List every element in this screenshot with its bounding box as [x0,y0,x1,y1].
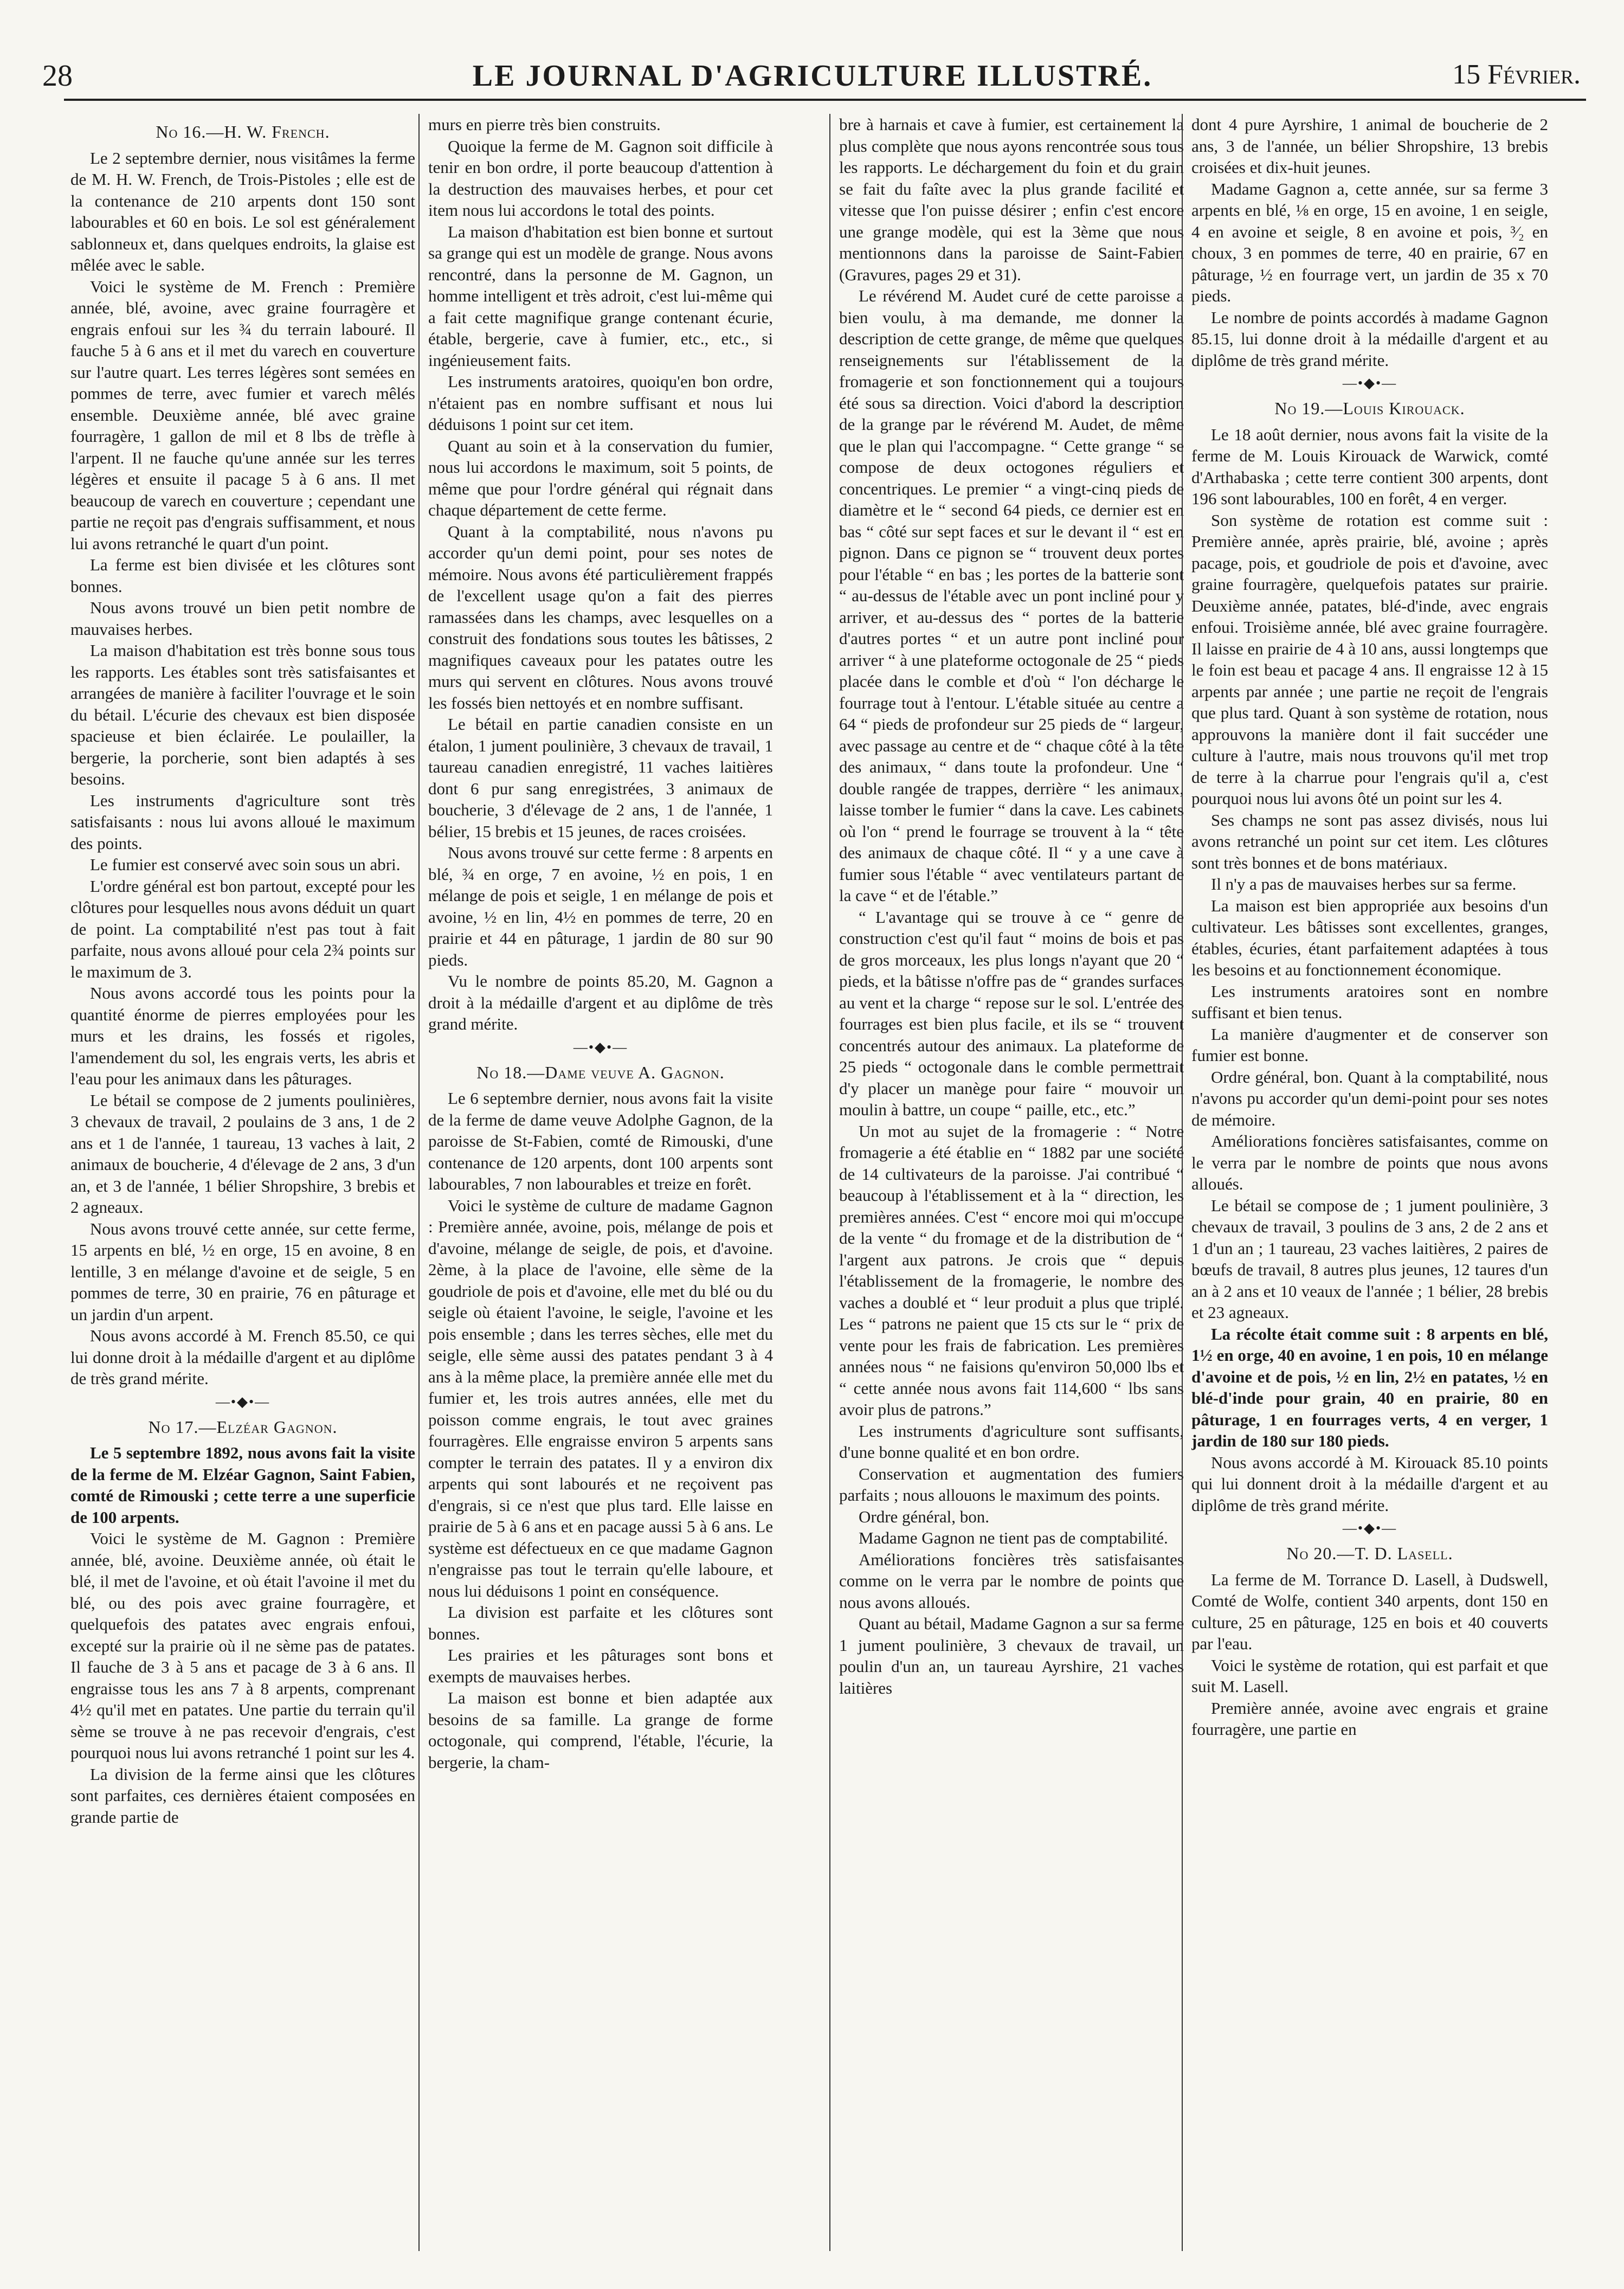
article-paragraph: Nous avons trouvé sur cette ferme : 8 arpents en blé, ¾ en orge, 7 en avoine, ½ en pois, 1 en mélange de pois et seigle, 1 en mélange de pois et avoine, ½ en lin, 4½ en pommes de terre, 20 en prairie et 44 en pâturage, 1 jardin de 80 sur 90 pieds. [428,843,773,969]
farm-entry-heading: No 19.—Louis Kirouack. [1274,398,1465,418]
farm-entry-heading: No 17.—Elzéar Gagnon. [148,1417,338,1437]
column-3 [839,114,1184,2246]
article-paragraph: Les prairies et les pâturages sont bons et exempts de mauvaises herbes. [428,1645,773,1686]
article-paragraph: Le nombre de points accordés à madame Gagnon 85.15, lui donne droit à la médaille d'argent et au diplôme de très grand mérite. [1191,307,1548,370]
article-paragraph: Nous avons trouvé cette année, sur cette ferme, 15 arpents en blé, ½ en orge, 15 en avoine, 8 en lentille, 3 en mélange d'avoine et de seigle, 5 en pommes de terre, 30 en prairie, 76 en pâturage et un jardin d'un arpent. [70,1219,415,1324]
article-paragraph: La ferme de M. Torrance D. Lasell, à Dudswell, Comté de Wolfe, contient 340 arpents, dont 150 en culture, 25 en pâturage, 125 en bois et 40 couverts par l'eau. [1191,1570,1548,1653]
article-paragraph: Les instruments d'agriculture sont suffisants, d'une bonne qualité et en bon ordre. [839,1421,1184,1462]
article-paragraph: Le 5 septembre 1892, nous avons fait la visite de la ferme de M. Elzéar Gagnon, Saint Fabien, comté de Rimouski ; cette terre a une superficie de 100 arpents. [70,1443,415,1527]
article-paragraph: “ L'avantage qui se trouve à ce “ genre de construction c'est qu'il faut “ moins de bois et pas de gros morceaux, les plus longs n'ayant que 20 “ pieds, et la bâtisse n'offre pas de “ grandes surfaces au vent et la charge “ repose sur le sol. L'entrée des fourrages est bien plus facile, et ils se “ trouvent concentrés autour des animaux. La plateforme de 25 pieds “ octogonale dans le comble permettrait d'y placer un manège pour faire “ mouvoir un moulin à battre, un coupe “ paille, etc., etc.” [839,907,1184,1119]
article-paragraph: Nous avons accordé tous les points pour la quantité énorme de pierres employées pour les murs et les drains, les fossés et rigoles, l'amendement du sol, les engrais verts, les abris et l'eau pour les animaux dans les pâturages. [70,983,415,1088]
article-paragraph: La maison est bien appropriée aux besoins d'un cultivateur. Les bâtisses sont excellentes, granges, étables, écuries, étant parfaitement adaptées à tous les besoins et au fonctionnement économique. [1191,896,1548,979]
article-paragraph: Le 6 septembre dernier, nous avons fait la visite de la ferme de dame veuve Adolphe Gagnon, de la paroisse de St-Fabien, comté de Rimouski, d'une contenance de 120 arpents, dont 100 arpents sont labourables, 7 non labourables et treize en forêt. [428,1089,773,1193]
article-paragraph: La division de la ferme ainsi que les clôtures sont parfaites, ces dernières étaient composées en grande partie de [70,1764,415,1827]
column-4 [1191,114,1548,2246]
header-rule [64,99,1586,101]
journal-title: LE JOURNAL D'AGRICULTURE ILLUSTRÉ. [472,59,1153,93]
article-paragraph: Le bétail se compose de 2 juments poulinières, 3 chevaux de travail, 2 poulains de 3 ans, 1 de 2 ans et 1 de l'année, 1 taureau, 13 vaches à lait, 2 animaux de boucherie, 4 d'élevage de 2 ans, 3 d'un an, et 3 de l'année, 1 bélier Shropshire, 3 brebis et 2 agneaux. [70,1090,415,1217]
page-header [39,59,1586,97]
article-paragraph: Nous avons accordé à M. French 85.50, ce qui lui donne droit à la médaille d'argent et au diplôme de très grand mérite. [70,1326,415,1388]
article-paragraph: Le 18 août dernier, nous avons fait la visite de la ferme de M. Louis Kirouack de Warwick, comté d'Arthabaska ; cette terre contient 300 arpents, dont 196 sont labourables, 100 en forêt, 4 en verger. [1191,425,1548,508]
section-separator: —•◆•— [1342,375,1397,391]
article-paragraph: Ordre général, bon. Quant à la comptabilité, nous n'avons pu accorder qu'un demi-point pour ses notes de mémoire. [1191,1067,1548,1129]
article-paragraph: Son système de rotation est comme suit : Première année, après prairie, blé, avoine ; après pacage, pois, et goudriole de pois et d'avoine, avec graine fourragère, quelquefois patates sur prairie. Deuxième année, patates, blé-d'inde, avec engrais enfoui. Troisième année, blé avec graine fourragère. Il laisse en prairie de 4 à 10 ans, aussi longtemps que le foin est beau et pacage 4 ans. Il engraisse 12 à 15 arpents par année ; une partie ne reçoit de l'engrais que plus tard. Quant à son système de rotation, nous approuvons la manière dont il fait succéder une culture à l'autre, mais nous trouvons qu'il met trop de terre à la charrue pour l'engrais qu'il a, c'est pourquoi nous lui avons ôté un point sur les 4. [1191,510,1548,808]
article-paragraph: L'ordre général est bon partout, excepté pour les clôtures pour lesquelles nous avons déduit un quart de point. La comptabilité n'est pas tout à fait parfaite, nous avons alloué pour cela 2¾ points sur le maximum de 3. [70,876,415,981]
column-divider [829,114,830,2251]
article-paragraph: murs en pierre très bien construits. [428,115,661,134]
article-paragraph: Voici le système de rotation, qui est parfait et que suit M. Lasell. [1191,1655,1548,1696]
issue-date: 15 Février. [1452,59,1581,90]
farm-entry-heading: No 18.—Dame veuve A. Gagnon. [476,1062,725,1082]
article-paragraph: Madame Gagnon ne tient pas de comptabilité. [859,1528,1168,1547]
article-paragraph: Le bétail se compose de ; 1 jument poulinière, 3 chevaux de travail, 3 poulins de 3 ans, 2 de 2 ans et 1 d'un an ; 1 taureau, 23 vaches laitières, 2 paires de bœufs de travail, 8 autres plus jeunes, 12 taures d'un an à 2 ans et 10 veaux de l'année ; 1 bélier, 28 brebis et 23 agneaux. [1191,1195,1548,1322]
section-separator: —•◆•— [1342,1520,1397,1536]
farm-entry-heading: No 16.—H. W. French. [156,122,330,142]
article-paragraph: Il n'y a pas de mauvaises herbes sur sa ferme. [1211,875,1517,893]
farm-entry-heading: No 20.—T. D. Lasell. [1286,1544,1453,1563]
article-paragraph: La maison d'habitation est bien bonne et surtout sa grange qui est un modèle de grange. Nous avons rencontré, dans la personne de M. Gagnon, un homme intelligent et très adroit, c'est lui-même qui a fait cette magnifique grange contenant écurie, étable, bergerie, cave à fumier, etc., etc., si ingénieusement faits. [428,222,773,370]
article-paragraph: La récolte était comme suit : 8 arpents en blé, 1½ en orge, 40 en avoine, 1 en pois, 10 en mélange d'avoine et de pois, ½ en lin, 2½ en patates, ½ en blé-d'inde pour grain, 40 en prairie, 80 en pâturage, 1 en fourrages verts, 4 en verger, 1 jardin de 180 sur 180 pieds. [1191,1324,1548,1450]
article-paragraph: Nous avons trouvé un bien petit nombre de mauvaises herbes. [70,598,415,639]
article-paragraph: Améliorations foncières satisfaisantes, comme on le verra par le nombre de points que nous avons alloués. [1191,1131,1548,1193]
article-paragraph: Les instruments aratoires, quoiqu'en bon ordre, n'étaient pas en nombre suffisant et nous lui déduisons 1 point sur cet item. [428,372,773,434]
article-paragraph: La maison d'habitation est très bonne sous tous les rapports. Les étables sont très satisfaisantes et arrangées de manière à faciliter l'ouvrage et le soin du bétail. L'écurie des chevaux est bien disposée spacieuse et bien éclairée. Le poulailler, la bergerie, la porcherie, sont bien adaptés à ses besoins. [70,641,415,788]
page-number: 28 [42,59,73,93]
article-paragraph: Ses champs ne sont pas assez divisés, nous lui avons retranché un point sur cet item. Les clôtures sont très bonnes et de bons matériaux. [1191,810,1548,872]
article-paragraph: La manière d'augmenter et de conserver son fumier est bonne. [1191,1024,1548,1065]
article-paragraph: La division est parfaite et les clôtures sont bonnes. [428,1603,773,1643]
article-paragraph: Nous avons accordé à M. Kirouack 85.10 points qui lui donnent droit à la médaille d'argent et au diplôme de très grand mérite. [1191,1452,1548,1515]
article-paragraph: Première année, avoine avec engrais et graine fourragère, une partie en [1191,1698,1548,1739]
column-divider [418,114,420,2251]
article-paragraph: Le bétail en partie canadien consiste en un étalon, 1 jument poulinière, 3 chevaux de travail, 1 taureau canadien enregistré, 11 vaches laitières dont 6 pur sang enregistrées, 3 animaux de boucherie, 3 d'élevage de 2 ans, 1 de l'année, 1 bélier, 15 brebis et 15 jeunes, de races croisées. [428,715,773,841]
article-paragraph: Voici le système de M. French : Première année, blé, avoine, avec graine fourragère et engrais enfoui sur les ¾ du terrain labouré. Il fauche 5 à 6 ans et il met du varech en couverture sur l'autre quart. Les terres légères sont semées en pommes de terre, avec fumier et varech mêlés ensemble. Deuxième année, blé avec graine fourragère, 1 gallon de mil et 8 lbs de trèfle à l'arpent. Il ne fauche qu'une année sur les terres légères et ensuite il pacage 5 à 6 ans. Il met beaucoup de varech en couverture ; cependant une partie ne reçoit pas d'engrais suffisamment, et nous lui avons retranché le quart d'un point. [70,277,415,553]
article-paragraph: Vu le nombre de points 85.20, M. Gagnon a droit à la médaille d'argent et au diplôme de très grand mérite. [428,972,773,1033]
article-paragraph: Le fumier est conservé avec soin sous un abri. [90,855,401,874]
article-paragraph: Ordre général, bon. [859,1507,990,1526]
article-paragraph: dont 4 pure Ayrshire, 1 animal de boucherie de 2 ans, 3 de l'année, un bélier Shropshire, 13 brebis croisées et dix-huit jeunes. [1191,115,1548,177]
article-paragraph: Voici le système de M. Gagnon : Première année, blé, avoine. Deuxième année, où était le blé, il met de l'avoine, et où était l'avoine il met du blé, ou des pois avec graine fourragère, et quelquefois des patates avec engrais enfoui, excepté sur la prairie où il ne sème pas de patates. Il fauche de 3 à 5 ans et pacage de 3 à 6 ans. Il engraisse tous les ans 7 à 8 arpents, comprenant 4½ qu'il met en patates. Une partie du terrain qu'il sème se trouve à ne pas recevoir d'engrais, c'est pourquoi nous lui avons retranché 1 point sur les 4. [70,1529,415,1762]
article-paragraph: La maison est bonne et bien adaptée aux besoins de sa famille. La grange de forme octogonale, qui comprend, l'étable, l'écurie, la bergerie, la cham- [428,1688,773,1772]
article-paragraph: Madame Gagnon a, cette année, sur sa ferme 3 arpents en blé, ⅛ en orge, 15 en avoine, 1 en seigle, 4 en avoine et seigle, 8 en avoine et pois, ³⁄₂ en choux, 3 en pommes de terre, 40 en prairie, 67 en pâturage, ½ en fourrage vert, un jardin de 35 x 70 pieds. [1191,179,1548,305]
column-2 [428,114,773,2246]
section-separator: —•◆•— [215,1393,270,1410]
article-paragraph: Conservation et augmentation des fumiers parfaits ; nous allouons le maximum des points. [839,1464,1184,1504]
section-separator: —•◆•— [573,1039,628,1055]
article-paragraph: Quant à la comptabilité, nous n'avons pu accorder qu'un demi point, pour ses notes de mémoire. Nous avons été particulièrement frappés de l'excellent usage qu'on a fait des pierres ramassées dans les champs, avec lesquelles on a construit des fondations sous toutes les bâtisses, 2 magnifiques caveaux pour les patates outre les murs qui servent en clôtures. Nous avons trouvé les fossés bien nettoyés et en nombre suffisant. [428,522,773,712]
article-paragraph: Le 2 septembre dernier, nous visitâmes la ferme de M. H. W. French, de Trois-Pistoles ; elle est de la contenance de 210 arpents dont 150 sont labourables et 60 en bois. Le sol est généralement sablonneux et, dans quelques endroits, la glaise est mêlée avec le sable. [70,148,415,274]
article-paragraph: Quoique la ferme de M. Gagnon soit difficile à tenir en bon ordre, il porte beaucoup d'attention à la destruction des mauvaises herbes, et pour cet item nous lui accordons le total des points. [428,136,773,220]
article-paragraph: Quant au soin et à la conservation du fumier, nous lui accordons le maximum, soit 5 points, de même que pour l'ordre général qui régnait dans chaque département de cette ferme. [428,436,773,519]
article-paragraph: bre à harnais et cave à fumier, est certainement la plus complète que nous ayons rencontrée sous tous les rapports. Le déchargement du foin et du grain se fait du faîte avec la plus grande facilité et vitesse que l'on puisse désirer ; enfin c'est encore une grange modèle, qui est la 3ème que nous mentionnons dans la paroisse de Saint-Fabien (Gravures, pages 29 et 31). [839,115,1184,284]
article-paragraph: Les instruments d'agriculture sont très satisfaisants : nous lui avons alloué le maximum des points. [70,790,415,853]
article-paragraph: Le révérend M. Audet curé de cette paroisse a bien voulu, à ma demande, me donner la description de cette grange, de même que quelques renseignements sur l'établissement de la fromagerie et son fonctionnement qui a toujours été sous sa direction. Voici d'abord la description de la grange par le révérend M. Audet, de même que le plan qui l'accompagne. “ Cette grange “ se compose de deux octogones réguliers et concentriques. Le premier “ a vingt-cinq pieds de diamètre et le “ second 64 pieds, ce dernier est en bas “ côté sur sept faces et sur le devant il “ est en pignon. Dans ce pignon se “ trouvent deux portes pour l'étable “ en bas ; les portes de la batterie sont “ au-dessus de l'étable avec un pont incliné pour y arriver, et au-dessus des “ portes de la batterie d'autres portes “ et un autre pont incliné pour arriver “ à une plateforme octogonale de 25 “ pieds placée dans le comble et d'où “ l'on décharge le fourrage tout à l'entour. L'étable située au centre a 64 “ pieds de profondeur sur 25 pieds de “ largeur, avec passage au centre et de “ chaque côté à la tête des animaux, “ dans toute la profondeur. Une “ double rangée de trappes, derrière “ les animaux, laisse tomber le fumier “ dans la cave. Les cabinets où l'on “ prend le fourrage se trouvent à la “ tête des animaux de chaque côté. Il “ y a une cave à fumier sous l'étable “ avec ventilateurs partant de la cave “ et de l'étable.” [839,286,1184,905]
article-paragraph: Un mot au sujet de la fromagerie : “ Notre fromagerie a été établie en “ 1882 par une société de 14 cultivateurs de la paroisse. J'ai contribué “ beaucoup à l'établissement et à la “ direction, les premières années. C'est “ encore moi qui m'occupe de la vente “ du fromage et de la distribution de “ l'argent aux patrons. Je crois que “ depuis l'établissement de la fromagerie, le nombre des vaches a doublé et “ leur produit a plus que triplé. Les “ patrons ne paient que 15 cts sur le “ prix de vente pour les frais de fabrication. Les premières années nous “ ne faisions qu'environ 50,000 lbs et “ cette année nous avons fait 114,600 “ lbs sans avoir plus de patrons.” [839,1121,1184,1419]
column-1 [70,114,415,2246]
article-paragraph: Quant au bétail, Madame Gagnon a sur sa ferme 1 jument poulinière, 3 chevaux de travail, un poulin d'un an, un taureau Ayrshire, 21 vaches laitières [839,1614,1184,1698]
article-paragraph: Voici le système de culture de madame Gagnon : Première année, avoine, pois, mélange de pois et d'avoine, mélange de seigle, de pois, et d'avoine. 2ème, à la place de l'avoine, elle sème de la goudriole de pois et d'avoine, elle met du blé ou du seigle où étaient l'avoine, le seigle, l'avoine et les pois ensemble ; dans les terres sèches, elle met du seigle, elle sème aussi des patates pendant 3 à 4 ans à la même place, la première année elle met du fumier et, les trois autres années, elle met du poisson comme engrais, le tout avec graines fourragères. Elle engraisse environ 5 arpents sans compter le terrain des patates. Il y a environ dix arpents qui sont labourés et ne reçoivent pas d'engrais, si ce n'est que plus tard. Elle laisse en prairie de 5 à 6 ans et en pacage aussi 5 à 6 ans. Le système est défectueux en ce que madame Gagnon n'engraisse pas tout le terrain qu'elle laboure, et nous lui déduisons 1 point en conséquence. [428,1195,773,1600]
article-paragraph: Améliorations foncières très satisfaisantes comme on le verra par le nombre de points que nous avons alloués. [839,1549,1184,1612]
article-paragraph: La ferme est bien divisée et les clôtures sont bonnes. [70,555,415,596]
article-paragraph: Les instruments aratoires sont en nombre suffisant et bien tenus. [1191,981,1548,1022]
